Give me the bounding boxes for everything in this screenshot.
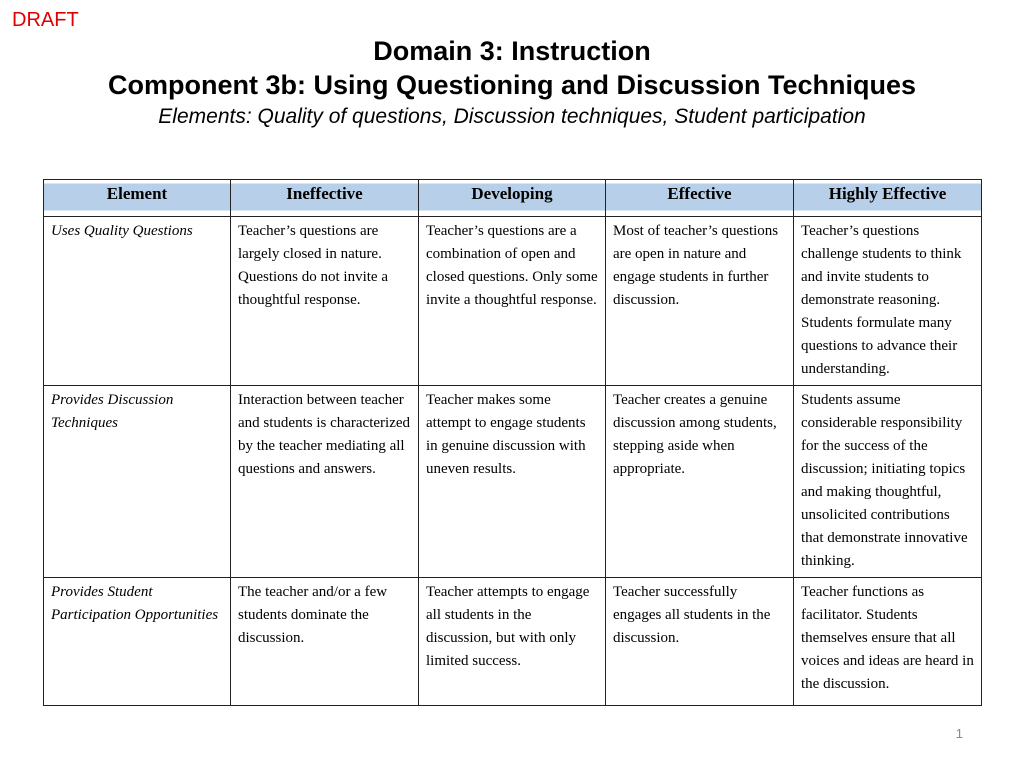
table-row <box>44 386 982 578</box>
cell-highly-effective: Teacher functions as facilitator. Students themselves ensure that all voices and ideas are heard in the discussion. <box>794 578 982 706</box>
rubric-table <box>43 179 982 706</box>
slide-title-block <box>0 34 1024 132</box>
cell-element: Provides Discussion Techniques <box>44 386 231 578</box>
cell-developing: Teacher attempts to engage all students in the discussion, but with only limited success. <box>419 578 606 706</box>
cell-ineffective: Interaction between teacher and students is characterized by the teacher mediating all questions and answers. <box>231 386 419 578</box>
page-number: 1 <box>955 726 963 741</box>
cell-highly-effective: Students assume considerable responsibility for the success of the discussion; initiating topics and making thoughtful, unsolicited contributions that demonstrate innovative thinking. <box>794 386 982 578</box>
slide-subtitle-elements: Elements: Quality of questions, Discussion techniques, Student participation <box>158 105 866 128</box>
header-effective: Effective <box>606 180 794 217</box>
cell-developing: Teacher makes some attempt to engage students in genuine discussion with uneven results. <box>419 386 606 578</box>
cell-effective: Most of teacher’s questions are open in nature and engage students in further discussion. <box>606 217 794 386</box>
table-row <box>44 578 982 706</box>
cell-ineffective: The teacher and/or a few students dominate the discussion. <box>231 578 419 706</box>
table-row <box>44 217 982 386</box>
cell-element: Provides Student Participation Opportunities <box>44 578 231 706</box>
draft-label: DRAFT <box>12 9 79 31</box>
cell-developing: Teacher’s questions are a combination of open and closed questions. Only some invite a thoughtful response. <box>419 217 606 386</box>
header-developing: Developing <box>419 180 606 217</box>
cell-effective: Teacher successfully engages all students in the discussion. <box>606 578 794 706</box>
header-ineffective: Ineffective <box>231 180 419 217</box>
slide-title-component: Component 3b: Using Questioning and Discussion Techniques <box>107 70 917 100</box>
cell-effective: Teacher creates a genuine discussion among students, stepping aside when appropriate. <box>606 386 794 578</box>
header-highly-effective: Highly Effective <box>794 180 982 217</box>
rubric-header-row <box>44 180 982 217</box>
header-element: Element <box>44 180 231 217</box>
cell-ineffective: Teacher’s questions are largely closed in nature. Questions do not invite a thoughtful response. <box>231 217 419 386</box>
cell-element: Uses Quality Questions <box>44 217 231 386</box>
slide-title-domain: Domain 3: Instruction <box>373 36 651 66</box>
cell-highly-effective: Teacher’s questions challenge students to think and invite students to demonstrate reasoning. Students formulate many questions to advance their understanding. <box>794 217 982 386</box>
